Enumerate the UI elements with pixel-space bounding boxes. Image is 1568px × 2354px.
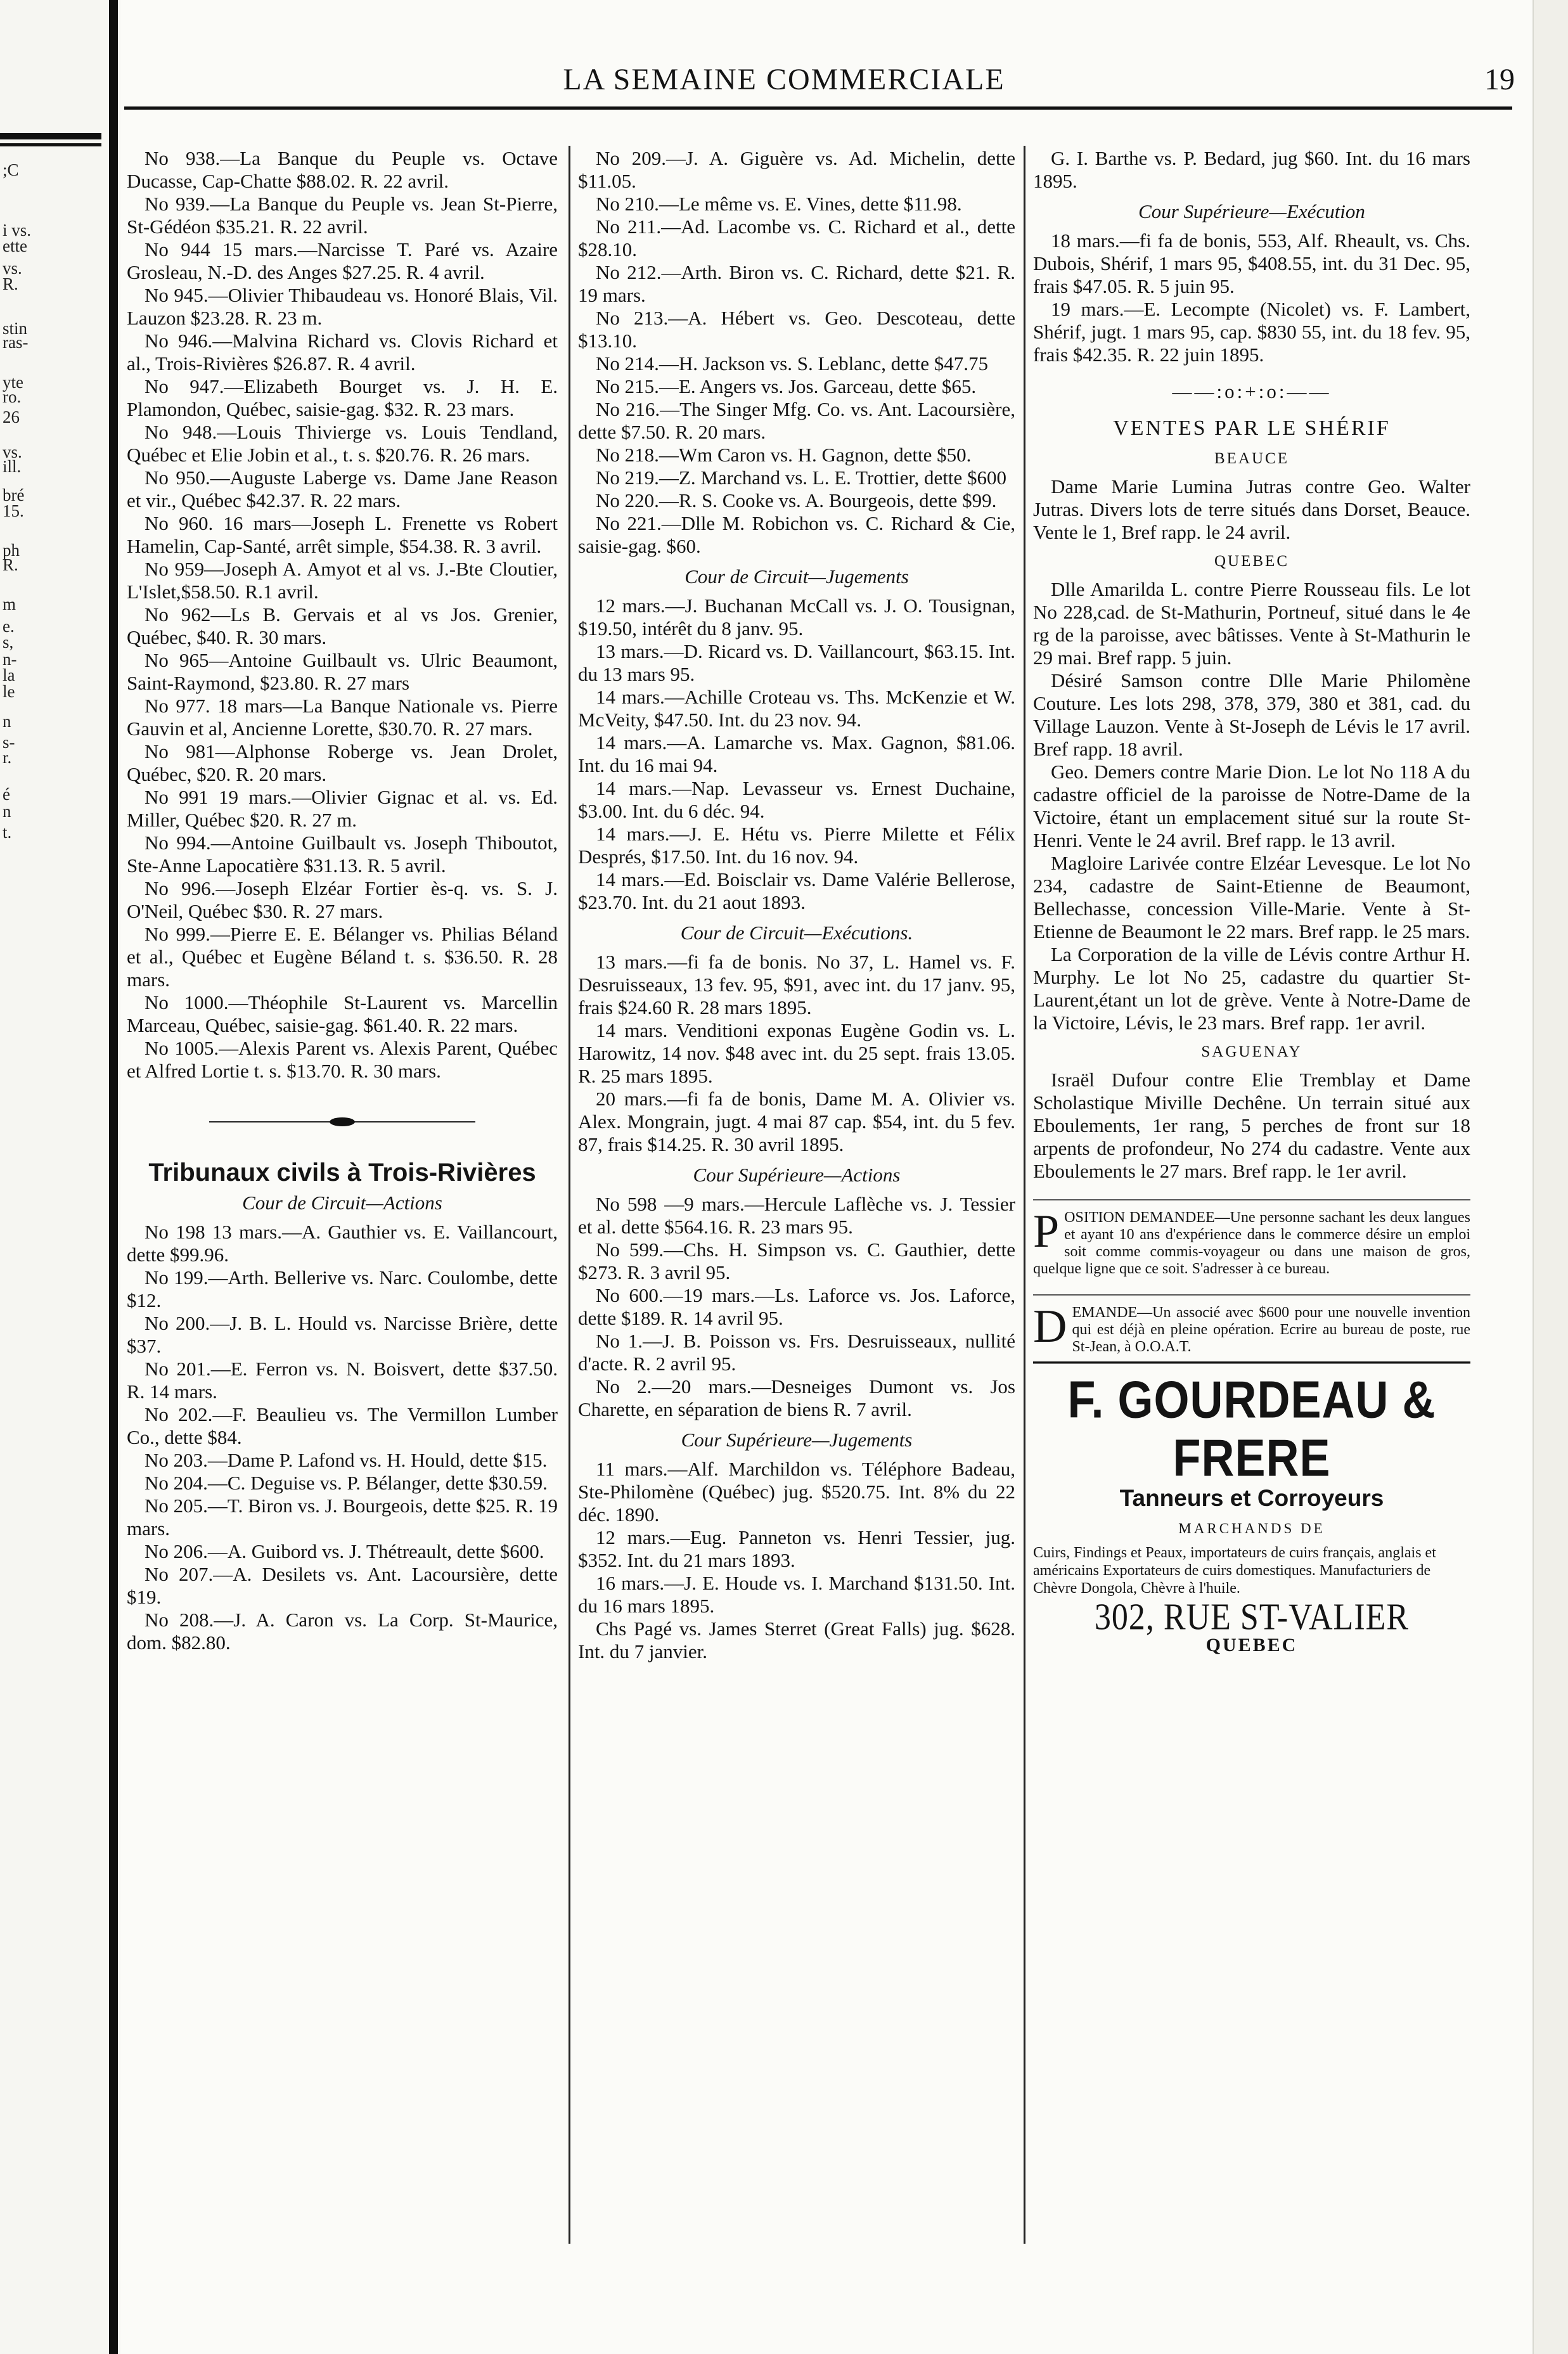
margin-fragment: ette (3, 236, 27, 255)
legal-entry: No 221.—Dlle M. Robichon vs. C. Richard & Cie, saisie-gag. $60. (578, 512, 1015, 557)
legal-entry: Désiré Samson contre Dlle Marie Philomène Couture. Les lots 298, 378, 379, 380 et 381, cad. du Village Lauzon. Vente à St-Joseph de Lévis le 17 avril. Bref rapp. 18 avril. (1033, 669, 1470, 760)
margin-fragment: é (3, 785, 10, 804)
legal-entry: No 200.—J. B. L. Hould vs. Narcisse Brière, dette $37. (127, 1312, 558, 1357)
advertiser-trade: Tanneurs et Corroyeurs (1119, 1485, 1384, 1511)
subheading-superieure-jugements: Cour Supérieure—Jugements (681, 1429, 913, 1451)
legal-entry: No 1.—J. B. Poisson vs. Frs. Desruisseaux, nullité d'acte. R. 2 avril 95. (578, 1330, 1015, 1375)
separator-ornament: ——:o:+:o:—— (1172, 380, 1332, 402)
legal-entry: La Corporation de la ville de Lévis contre Arthur H. Murphy. Le lot No 25, cadastre du quartier St-Laurent,étant un lot de grève. Vente à Notre-Dame de la Victoire, Lévis, le 23 mars. Bref rapp. 1er avril. (1033, 943, 1470, 1034)
legal-entry: No 959—Joseph A. Amyot et al vs. J.-Bte Cloutier, L'Islet,$58.50. R.1 avril. (127, 558, 558, 603)
legal-entry: No 977. 18 mars—La Banque Nationale vs. Pierre Gauvin et al, Ancienne Lorette, $30.70. R. 27 mars. (127, 695, 558, 740)
margin-fragment: bré (3, 486, 25, 505)
legal-entry: No 991 19 mars.—Olivier Gignac et al. vs. Ed. Miller, Québec $20. R. 27 m. (127, 786, 558, 831)
legal-entry: No 206.—A. Guibord vs. J. Thétreault, dette $600. (145, 1540, 544, 1562)
col2-entries-5 (578, 1458, 1015, 1663)
district-saguenay-heading: SAGUENAY (1201, 1043, 1302, 1060)
margin-fragment: R. (3, 555, 18, 574)
col3-entries (1033, 147, 1470, 193)
margin-fragment: ;C (3, 160, 19, 179)
margin-fragment: e. (3, 617, 15, 636)
col2-entries-4 (578, 1193, 1015, 1421)
margin-fragment: vs. (3, 259, 22, 278)
legal-entry: No 204.—C. Deguise vs. P. Bélanger, dette $30.59. (145, 1472, 548, 1494)
legal-entry: No 944 15 mars.—Narcisse T. Paré vs. Azaire Grosleau, N.-D. des Anges $27.25. R. 4 avril. (127, 238, 558, 283)
ventes-par-le-sherif-title: VENTES PAR LE SHÉRIF (1113, 416, 1391, 440)
margin-fragment: 26 (3, 408, 20, 427)
margin-fragment: s- (3, 733, 15, 752)
legal-entry: No 947.—Elizabeth Bourget vs. J. H. E. Plamondon, Québec, saisie-gag. $32. R. 23 mars. (127, 375, 558, 420)
legal-entry: No 208.—J. A. Caron vs. La Corp. St-Maurice, dom. $82.80. (127, 1609, 558, 1654)
advertiser-city: QUEBEC (1205, 1635, 1298, 1656)
legal-entry: No 219.—Z. Marchand vs. L. E. Trottier, dette $600 (596, 466, 1006, 489)
legal-entry: No 198 13 mars.—A. Gauthier vs. E. Vaillancourt, dette $99.96. (127, 1221, 558, 1266)
column-divider-1 (569, 146, 570, 2244)
legal-entry: No 207.—A. Desilets vs. Ant. Lacoursière, dette $19. (127, 1563, 558, 1608)
margin-fragment: ph (3, 541, 20, 560)
column-3 (1033, 147, 1470, 1657)
advertiser-description: Cuirs, Findings et Peaux, importateurs de cuirs français, anglais et américains Exportateurs de cuirs domestiques. Manufacturiers de Chèvre Dongola, Chèvre à l'huile. (1033, 1545, 1436, 1597)
legal-entry: No 994.—Antoine Guilbault vs. Joseph Thiboutot, Ste-Anne Lapocatière $31.13. R. 5 avril. (127, 832, 558, 877)
ad-drop-cap: D (1033, 1301, 1067, 1353)
quebec-sales (1033, 578, 1470, 1034)
legal-entry: No 600.—19 mars.—Ls. Laforce vs. Jos. Laforce, dette $189. R. 14 avril 95. (578, 1284, 1015, 1329)
ad-demande-associe (1033, 1294, 1470, 1356)
legal-entry: 14 mars.—Nap. Levasseur vs. Ernest Duchaine, $3.00. Int. du 6 déc. 94. (578, 777, 1015, 822)
left-margin-rule-thin (0, 143, 101, 146)
margin-fragment: m (3, 595, 16, 614)
legal-entry: 12 mars.—J. Buchanan McCall vs. J. O. Tousignan, $19.50, intérêt du 8 janv. 95. (578, 595, 1015, 640)
margin-fragment: le (3, 682, 15, 701)
margin-fragment: ro. (3, 387, 22, 406)
page-header-title: LA SEMAINE COMMERCIALE (563, 63, 1005, 96)
legal-entry: 14 mars.—Achille Croteau vs. Ths. McKenzie et W. McVeity, $47.50. Int. du 23 nov. 94. (578, 686, 1015, 731)
subheading-superieure-actions: Cour Supérieure—Actions (693, 1164, 901, 1186)
legal-entry: No 214.—H. Jackson vs. S. Leblanc, dette $47.75 (596, 352, 989, 375)
legal-entry: No 215.—E. Angers vs. Jos. Garceau, dette $65. (596, 375, 977, 397)
district-beauce-heading: BEAUCE (1214, 450, 1289, 467)
legal-entry: No 203.—Dame P. Lafond vs. H. Hould, dette $15. (145, 1449, 548, 1471)
subheading-circuit-jugements: Cour de Circuit—Jugements (684, 565, 909, 588)
legal-entry: No 210.—Le même vs. E. Vines, dette $11.98. (596, 193, 962, 215)
legal-entry: 18 mars.—fi fa de bonis, 553, Alf. Rheault, vs. Chs. Dubois, Shérif, 1 mars 95, $408.55, int. du 31 Dec. 95, frais $47.05. R. 5 juin 95. (1033, 229, 1470, 297)
legal-entry: 13 mars.—fi fa de bonis. No 37, L. Hamel vs. F. Desruisseaux, 13 fev. 95, $91, avec int. du 17 janv. 95, frais $24.60 R. 28 mars 1895. (578, 951, 1015, 1019)
legal-entry: No 960. 16 mars—Joseph L. Frenette vs Robert Hamelin, Cap-Santé, arrêt simple, $54.38. R. 3 avril. (127, 512, 558, 557)
legal-entry: Geo. Demers contre Marie Dion. Le lot No 118 A du cadastre officiel de la paroisse de Notre-Dame de la Victoire, étant un emplacement situé sur la route St-Henri. Vente le 24 avril. Bref rapp. le 13 avril. (1033, 761, 1470, 851)
margin-fragment: yte (3, 373, 23, 392)
legal-entry: 13 mars.—D. Ricard vs. D. Vaillancourt, $63.15. Int. du 13 mars 95. (578, 640, 1015, 685)
legal-entry: No 213.—A. Hébert vs. Geo. Descoteau, dette $13.10. (578, 307, 1015, 352)
ad-position-demandee (1033, 1199, 1470, 1278)
legal-entry: No 981—Alphonse Roberge vs. Jean Drolet, Québec, $20. R. 20 mars. (127, 740, 558, 785)
legal-entry: No 218.—Wm Caron vs. H. Gagnon, dette $50. (596, 444, 972, 466)
section-subtitle-circuit-actions: Cour de Circuit—Actions (242, 1192, 442, 1214)
margin-fragment: n- (3, 650, 17, 669)
legal-entry: No 996.—Joseph Elzéar Fortier ès-q. vs. S. J. O'Neil, Québec $30. R. 27 mars. (127, 877, 558, 922)
col2-entries-2 (578, 595, 1015, 914)
legal-entry: No 199.—Arth. Bellerive vs. Narc. Coulombe, dette $12. (127, 1266, 558, 1311)
legal-entry: 19 mars.—E. Lecompte (Nicolet) vs. F. Lambert, Shérif, jugt. 1 mars 95, cap. $830 55, int. du 18 fev. 95, frais $42.35. R. 22 juin 1895. (1033, 298, 1470, 366)
left-margin-strip (0, 0, 120, 2354)
margin-fragment: i vs. (3, 221, 32, 240)
legal-entry: No 938.—La Banque du Peuple vs. Octave Ducasse, Cap-Chatte $88.02. R. 22 avril. (127, 147, 558, 192)
district-quebec-heading: QUEBEC (1214, 553, 1289, 570)
col2-entries (578, 147, 1015, 558)
legal-entry: No 939.—La Banque du Peuple vs. Jean St-Pierre, St-Gédéon $35.21. R. 22 avril. (127, 193, 558, 238)
margin-fragment: s, (3, 633, 14, 652)
legal-entry: Chs Pagé vs. James Sterret (Great Falls) jug. $628. Int. du 7 janvier. (578, 1618, 1015, 1663)
legal-entry: No 1005.—Alexis Parent vs. Alexis Parent, Québec et Alfred Lortie t. s. $13.70. R. 30 mars. (127, 1037, 558, 1082)
section-title-trois-rivieres: Tribunaux civils à Trois-Rivières (148, 1159, 536, 1187)
margin-fragment: ill. (3, 457, 22, 476)
legal-entry: 16 mars.—J. E. Houde vs. I. Marchand $131.50. Int. du 16 mars 1895. (578, 1572, 1015, 1617)
right-page-edge (1533, 0, 1568, 2354)
left-margin-rule (0, 133, 101, 139)
ad-drop-cap: P (1033, 1206, 1060, 1257)
beauce-sale-text: Dame Marie Lumina Jutras contre Geo. Walter Jutras. Divers lots de terre situés dans Dorset, Beauce. Vente le 1, Bref rapp. le 24 avril. (1033, 475, 1470, 543)
margin-fragment: r. (3, 748, 12, 767)
subheading-superieure-execution: Cour Supérieure—Exécution (1138, 200, 1365, 222)
section-ornament (127, 1110, 558, 1133)
legal-entry: No 965—Antoine Guilbault vs. Ulric Beaumont, Saint-Raymond, $23.80. R. 27 mars (127, 649, 558, 694)
legal-entry: Magloire Larivée contre Elzéar Levesque. Le lot No 234, cadastre de Saint-Etienne de Beaumont, Bellechasse, concession Ville-Marie. Vente à St-Etienne de Beaumont le 22 mars. Bref rapp. le 25 mars. (1033, 852, 1470, 942)
legal-entry: No 205.—T. Biron vs. J. Bourgeois, dette $25. R. 19 mars. (127, 1495, 558, 1540)
page-spine (109, 0, 118, 2354)
col1-entries (127, 147, 558, 1083)
subheading-circuit-executions: Cour de Circuit—Exécutions. (680, 922, 913, 944)
margin-fragment: 15. (3, 501, 24, 520)
page-number: 19 (1484, 63, 1515, 96)
legal-entry: 14 mars.—Ed. Boisclair vs. Dame Valérie Bellerose, $23.70. Int. du 21 aout 1893. (578, 868, 1015, 913)
legal-entry: No 945.—Olivier Thibaudeau vs. Honoré Blais, Vil. Lauzon $23.28. R. 23 m. (127, 284, 558, 329)
header-rule (124, 106, 1512, 110)
legal-entry: No 2.—20 mars.—Desneiges Dumont vs. Jos Charette, en séparation de biens R. 7 avril. (578, 1375, 1015, 1420)
margin-fragment: la (3, 666, 15, 685)
legal-entry: G. I. Barthe vs. P. Bedard, jug $60. Int. du 16 mars 1895. (1033, 147, 1470, 192)
legal-entry: No 598 —9 mars.—Hercule Laflèche vs. J. Tessier et al. dette $564.16. R. 23 mars 95. (578, 1193, 1015, 1238)
legal-entry: No 962—Ls B. Gervais et al vs Jos. Grenier, Québec, $40. R. 30 mars. (127, 603, 558, 648)
legal-entry: No 950.—Auguste Laberge vs. Dame Jane Reason et vir., Québec $42.37. R. 22 mars. (127, 466, 558, 511)
legal-entry: 14 mars.—J. E. Hétu vs. Pierre Milette et Félix Després, $17.50. Int. du 16 nov. 94. (578, 823, 1015, 868)
margin-fragment: n (3, 712, 11, 731)
legal-entry: No 220.—R. S. Cooke vs. A. Bourgeois, dette $99. (596, 489, 997, 511)
margin-fragment: t. (3, 823, 12, 842)
advertiser-subheading: MARCHANDS DE (1178, 1521, 1325, 1536)
margin-fragment: ras- (3, 333, 29, 352)
legal-entry: No 946.—Malvina Richard vs. Clovis Richard et al., Trois-Rivières $26.87. R. 4 avril. (127, 330, 558, 375)
legal-entry: No 212.—Arth. Biron vs. C. Richard, dette $21. R. 19 mars. (578, 261, 1015, 306)
ad-position-text: OSITION DEMANDEE—Une personne sachant les deux langues et ayant 10 ans d'expérience dans le commerce désire un emploi soit comme commis-voyageur ou dans une maison de gros, quelque ligne que ce soit. S'adresser à ce bureau. (1033, 1209, 1470, 1277)
legal-entry: No 948.—Louis Thivierge vs. Louis Tendland, Québec et Elie Jobin et al., t. s. $20.76. R. 26 mars. (127, 421, 558, 466)
legal-entry: No 999.—Pierre E. E. Bélanger vs. Philias Béland et al., Québec et Eugène Béland t. s. $36.50. R. 28 mars. (127, 923, 558, 991)
legal-entry: No 201.—E. Ferron vs. N. Boisvert, dette $37.50. R. 14 mars. (127, 1358, 558, 1403)
legal-entry: No 209.—J. A. Giguère vs. Ad. Michelin, dette $11.05. (578, 147, 1015, 192)
legal-entry: 12 mars.—Eug. Panneton vs. Henri Tessier, jug. $352. Int. du 21 mars 1893. (578, 1526, 1015, 1571)
legal-entry: No 202.—F. Beaulieu vs. The Vermillon Lumber Co., dette $84. (127, 1403, 558, 1448)
column-1 (127, 147, 558, 1654)
legal-entry: 20 mars.—fi fa de bonis, Dame M. A. Olivier vs. Alex. Mongrain, jugt. 4 mai 87 cap. $54, int. du 5 fev. 87, frais $14.25. R. 30 avril 1895. (578, 1088, 1015, 1155)
legal-entry: No 216.—The Singer Mfg. Co. vs. Ant. Lacoursière, dette $7.50. R. 20 mars. (578, 398, 1015, 443)
legal-entry: No 1000.—Théophile St-Laurent vs. Marcellin Marceau, Québec, saisie-gag. $61.40. R. 22 mars. (127, 991, 558, 1036)
col3-entries-2 (1033, 229, 1470, 366)
column-divider-2 (1024, 146, 1025, 2244)
margin-fragment: n (3, 802, 11, 821)
col1-entries-2 (127, 1221, 558, 1654)
legal-entry: No 211.—Ad. Lacombe vs. C. Richard et al., dette $28.10. (578, 215, 1015, 260)
col2-entries-3 (578, 951, 1015, 1156)
legal-entry: No 599.—Chs. H. Simpson vs. C. Gauthier, dette $273. R. 3 avril 95. (578, 1238, 1015, 1283)
legal-entry: 14 mars.—A. Lamarche vs. Max. Gagnon, $81.06. Int. du 16 mai 94. (578, 731, 1015, 776)
margin-fragment: vs. (3, 442, 22, 461)
legal-entry: 14 mars. Venditioni exponas Eugène Godin vs. L. Harowitz, 14 nov. $48 avec int. du 25 sept. frais 13.05. R. 25 mars 1895. (578, 1019, 1015, 1087)
legal-entry: 11 mars.—Alf. Marchildon vs. Téléphore Badeau, Ste-Philomène (Québec) jug. $520.75. Int. 8% du 22 déc. 1890. (578, 1458, 1015, 1526)
legal-entry: Dlle Amarilda L. contre Pierre Rousseau fils. Le lot No 228,cad. de St-Mathurin, Portneuf, situé dans le 4e rg de la paroisse, avec bâtisses. Vente à St-Mathurin le 29 mai. Bref rapp. 5 juin. (1033, 578, 1470, 669)
column-2 (578, 147, 1015, 1663)
saguenay-sale-text: Israël Dufour contre Elie Tremblay et Dame Scholastique Miville Dechêne. Un terrain situé aux Eboulements, 1er rang, 5 perches de front sur 18 arpents de profondeur, No 274 du cadastre. Vente aux Eboulements le 27 mars. Bref rapp. le 1er avril. (1033, 1069, 1470, 1182)
advertiser-name: F. GOURDEAU & FRERE (1033, 1361, 1470, 1488)
margin-fragment: stin (3, 319, 28, 338)
advertiser-address: 302, RUE ST-VALIER (1094, 1596, 1410, 1638)
ad-demande-text: EMANDE—Un associé avec $600 pour une nouvelle invention qui est déjà en pleine opération. Ecrire au bureau de poste, rue St-Jean, à O.O.A.T. (1072, 1304, 1470, 1355)
margin-fragment: R. (3, 274, 18, 293)
